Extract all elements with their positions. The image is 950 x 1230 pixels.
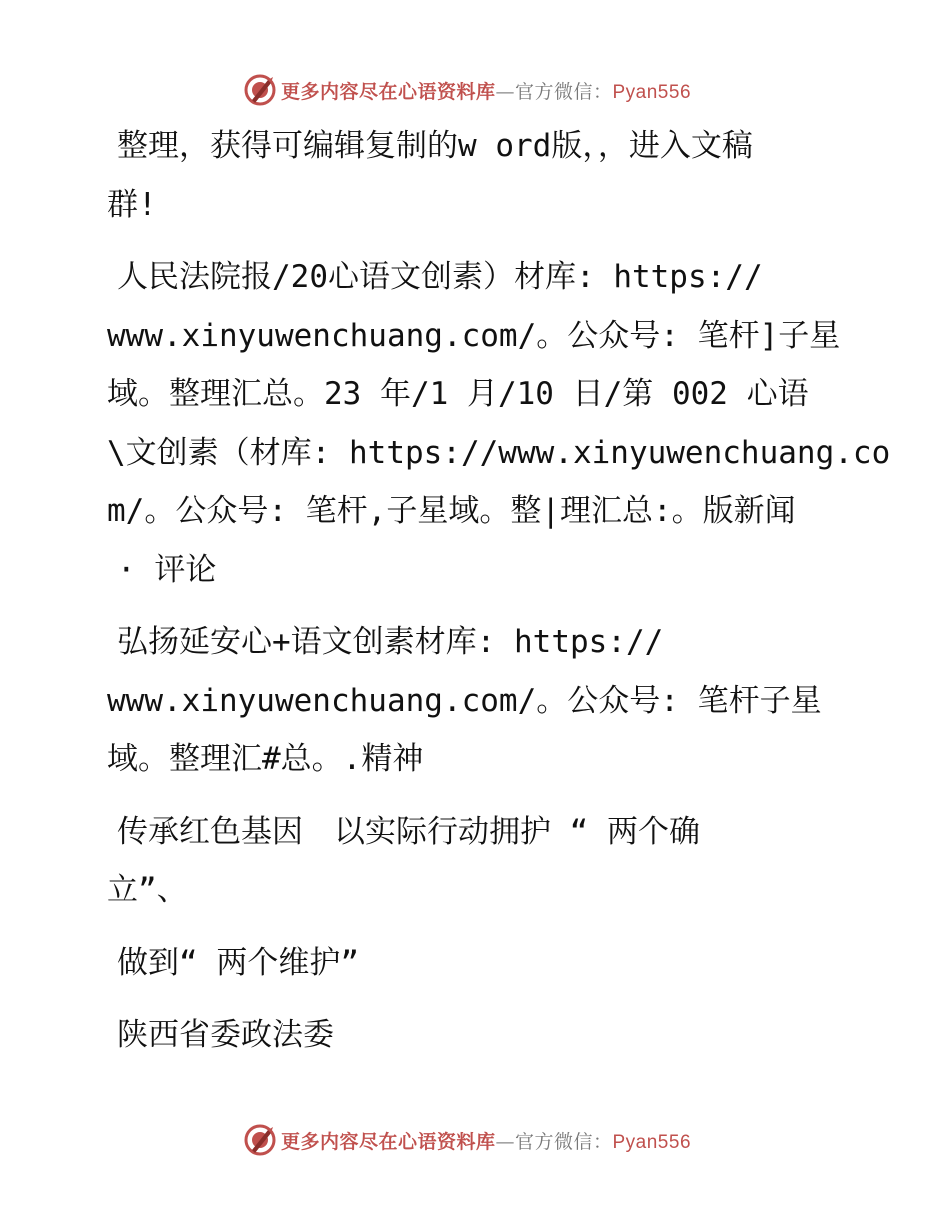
paragraph-line: 域。整理汇#总。.精神 bbox=[107, 741, 424, 777]
paragraph-line: \文创素（材库: https://www.xinyuwenchuang.co bbox=[107, 434, 891, 471]
paragraph-1 bbox=[97, 117, 867, 234]
footer-banner-inner bbox=[243, 1123, 691, 1157]
footer-banner-text bbox=[281, 1127, 691, 1154]
header-banner-inner bbox=[243, 73, 691, 107]
footer-banner bbox=[0, 1120, 950, 1160]
paragraph-line: www.xinyuwenchuang.com/。公众号: 笔杆]子星 bbox=[107, 317, 841, 354]
paragraph-line: · 评论 bbox=[117, 551, 217, 588]
header-wechat-id: Pyan556 bbox=[612, 81, 692, 103]
paragraph-line: www.xinyuwenchuang.com/。公众号: 笔杆子星 bbox=[107, 682, 822, 719]
paragraph-line: 人民法院报/20心语文创素）材库: https:// bbox=[117, 259, 763, 295]
paragraph-5 bbox=[97, 934, 867, 993]
header-banner-text bbox=[281, 77, 691, 104]
header-brand: 更多内容尽在心语资料库 bbox=[280, 80, 496, 103]
paragraph-line: 弘扬延安心+语文创素材库: https:// bbox=[117, 624, 664, 660]
document-body bbox=[97, 117, 891, 1079]
footer-brand: 更多内容尽在心语资料库 bbox=[280, 1130, 496, 1153]
paragraph-line: 陕西省委政法委 bbox=[117, 1017, 334, 1053]
paragraph-line: 立”、 bbox=[107, 872, 188, 908]
header-banner bbox=[0, 70, 950, 110]
paragraph-line: 传承红色基因 以实际行动拥护 “ 两个确 bbox=[117, 813, 700, 850]
paragraph-line: m/。公众号: 笔杆,子星域。整|理汇总:。版新闻 bbox=[107, 493, 796, 529]
paragraph-4 bbox=[97, 803, 867, 920]
header-wechat-label: 官方微信： bbox=[514, 80, 613, 103]
paragraph-3 bbox=[97, 613, 867, 789]
paragraph-line: 整理，获得可编辑复制的w ord版，，进入文稿 bbox=[117, 128, 753, 164]
pen-logo-icon bbox=[243, 1123, 277, 1157]
header-dash: — bbox=[495, 80, 515, 103]
paragraph-2 bbox=[97, 248, 891, 599]
footer-wechat-id: Pyan556 bbox=[612, 1131, 692, 1153]
paragraph-6 bbox=[97, 1006, 867, 1065]
footer-wechat-label: 官方微信： bbox=[514, 1130, 613, 1153]
paragraph-line: 做到“ 两个维护” bbox=[117, 944, 359, 981]
paragraph-line: 域。整理汇总。23 年/1 月/10 日/第 002 心语 bbox=[107, 376, 809, 412]
pen-logo-icon bbox=[243, 73, 277, 107]
footer-dash: — bbox=[495, 1130, 515, 1153]
paragraph-line: 群! bbox=[107, 186, 157, 223]
